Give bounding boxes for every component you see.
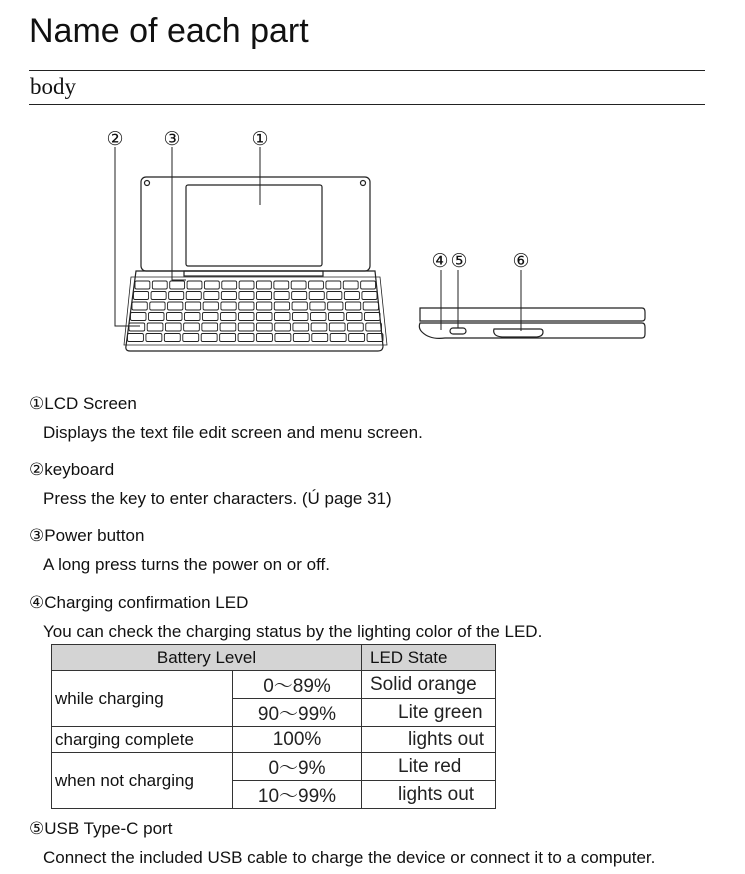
section-power-button [29, 526, 330, 575]
key [201, 334, 217, 342]
state-cell: Lite green [362, 699, 496, 727]
key [257, 281, 272, 289]
section-text: A long press turns the power on or off. [43, 555, 330, 574]
callout-6: ⑥ [512, 250, 530, 272]
key [292, 302, 307, 310]
key [134, 292, 149, 300]
key [221, 302, 236, 310]
key [257, 313, 273, 321]
key [347, 313, 363, 321]
usb-c-port [450, 328, 466, 334]
table-row [52, 753, 496, 781]
key [329, 313, 345, 321]
section-heading: ②keyboard [29, 460, 115, 479]
key [361, 281, 376, 289]
key [311, 323, 327, 331]
key [257, 334, 273, 342]
key [274, 302, 289, 310]
key [239, 313, 255, 321]
key [204, 292, 219, 300]
section-text: You can check the charging status by the lighting color of the LED. [43, 622, 543, 641]
key [132, 302, 147, 310]
hinge [184, 271, 323, 276]
key [129, 323, 145, 331]
key [169, 292, 184, 300]
key [239, 302, 254, 310]
key [151, 292, 166, 300]
key [257, 292, 272, 300]
key [146, 334, 162, 342]
key [186, 292, 201, 300]
key [345, 302, 360, 310]
key [167, 313, 183, 321]
key [238, 334, 254, 342]
key [329, 323, 345, 331]
lid-outline [141, 177, 370, 271]
key [310, 302, 325, 310]
header-battery-level: Battery Level [52, 645, 362, 671]
range-cell: 0～9% [233, 753, 362, 781]
key [150, 302, 165, 310]
key [311, 313, 327, 321]
key [257, 302, 272, 310]
section-text: Connect the included USB cable to charge the device or connect it to a computer. [43, 848, 656, 867]
state-cell: lights out [362, 727, 496, 753]
group-cell: when not charging [52, 753, 233, 809]
key [292, 292, 307, 300]
callout-3: ③ [163, 128, 181, 150]
key [185, 313, 201, 321]
range-cell: 10～99% [233, 781, 362, 809]
table-row [52, 671, 496, 699]
key [309, 292, 324, 300]
laptop-side-view [419, 270, 645, 338]
section-text: Press the key to enter characters. (Ú page 31) [43, 489, 392, 508]
key [344, 292, 359, 300]
key [274, 292, 289, 300]
group-cell: while charging [52, 671, 233, 727]
key [312, 334, 328, 342]
key [362, 292, 377, 300]
group-cell: charging complete [52, 727, 233, 753]
key [220, 334, 236, 342]
key [221, 292, 236, 300]
section-heading: ①LCD Screen [29, 394, 137, 413]
key [135, 281, 150, 289]
section-lcd-screen [29, 394, 423, 443]
section-heading: ⑤USB Type-C port [29, 819, 173, 838]
key [202, 323, 218, 331]
key [165, 323, 181, 331]
key [164, 334, 180, 342]
key [348, 323, 364, 331]
key [147, 323, 163, 331]
lcd-screen [186, 185, 322, 266]
state-cell: Lite red [362, 753, 496, 781]
state-cell: Solid orange [362, 671, 496, 699]
key [185, 302, 200, 310]
key [293, 323, 309, 331]
key [330, 334, 346, 342]
section-usb-c-port [29, 819, 655, 868]
key [239, 292, 254, 300]
key [220, 323, 236, 331]
callout-4: ④ [431, 250, 449, 272]
key [274, 281, 289, 289]
card-slot [494, 329, 543, 337]
section-heading: ④Charging confirmation LED [29, 593, 249, 612]
key [291, 281, 306, 289]
range-cell: 0～89% [233, 671, 362, 699]
key [168, 302, 183, 310]
section-text: Displays the text file edit screen and menu screen. [43, 423, 423, 442]
section-subtitle: body [30, 74, 76, 99]
key [366, 323, 382, 331]
key [149, 313, 165, 321]
key [238, 323, 254, 331]
page-title: Name of each part [29, 12, 309, 50]
key [204, 281, 219, 289]
key [367, 334, 383, 342]
led-state-table [51, 644, 496, 809]
key [343, 281, 358, 289]
callout-2: ② [106, 128, 124, 150]
key [203, 302, 218, 310]
range-cell: 100% [233, 727, 362, 753]
key [309, 281, 324, 289]
device-illustration [0, 0, 745, 370]
key [365, 313, 381, 321]
state-cell: lights out [362, 781, 496, 809]
key [257, 323, 273, 331]
header-led-state: LED State [362, 645, 496, 671]
key [275, 323, 291, 331]
key [131, 313, 147, 321]
key [183, 334, 199, 342]
key [239, 281, 254, 289]
key [221, 313, 237, 321]
key [363, 302, 378, 310]
key [327, 292, 342, 300]
key [152, 281, 167, 289]
key [187, 281, 202, 289]
key [170, 281, 185, 289]
key [275, 334, 291, 342]
section-charging-led [29, 593, 542, 642]
table-row [52, 727, 496, 753]
key [293, 334, 309, 342]
callout-5: ⑤ [450, 250, 468, 272]
section-keyboard [29, 460, 392, 509]
key [349, 334, 365, 342]
key [222, 281, 237, 289]
key [328, 302, 343, 310]
key [128, 334, 144, 342]
laptop-front-view [115, 147, 387, 351]
range-cell: 90～99% [233, 699, 362, 727]
key [203, 313, 219, 321]
key [184, 323, 200, 331]
key [326, 281, 341, 289]
section-heading: ③Power button [29, 526, 145, 545]
key [293, 313, 309, 321]
key [275, 313, 291, 321]
callout-1: ① [251, 128, 269, 150]
